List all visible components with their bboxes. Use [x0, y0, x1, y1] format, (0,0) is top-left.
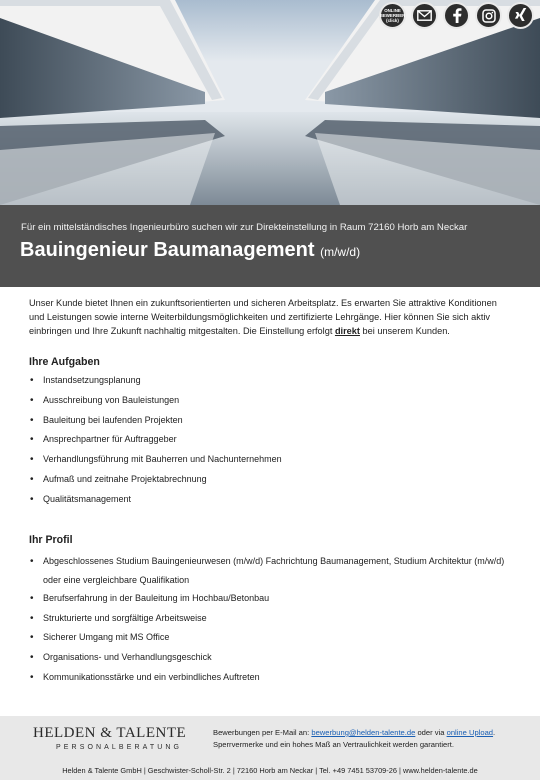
list-item: • Strukturierte und sorgfältige Arbeitsweise — [29, 612, 513, 625]
job-intro: Für ein mittelständisches Ingenieurbüro suchen wir zur Direkteinstellung in Raum 72160 Horb am Neckar — [21, 222, 468, 233]
tasks-list — [29, 374, 513, 506]
gender-suffix: (m/w/d) — [320, 245, 361, 259]
list-item: • Bauleitung bei laufenden Projekten — [29, 414, 513, 427]
apply-email-link[interactable]: bewerbung@helden-talente.de — [311, 728, 416, 737]
online-apply-icon[interactable]: ONLINE BEWERBEN (click) — [379, 2, 406, 29]
list-item: • Ausschreibung von Bauleistungen — [29, 394, 513, 407]
company-logo-subtitle: PERSONALBERATUNG — [56, 744, 183, 751]
list-item: • Kommunikationsstärke und ein verbindliches Auftreten — [29, 671, 513, 684]
tasks-heading: Ihre Aufgaben — [29, 356, 100, 368]
lead-paragraph: Unser Kunde bietet Ihnen ein zukunftsorientierten und sicheren Arbeitsplatz. Es erwarten Sie attraktive Konditionen und Leistungen sowie interne Weiterbildungsmöglichkeiten und zertifizierte Lehrgänge. Hier können Sie sich aktiv einbringen und Ihre Zukunft nachhaltig mitgestalten. Die Einstellung erfolgt direkt bei unserem Kunden. — [29, 298, 497, 336]
profile-list — [29, 552, 513, 684]
facebook-icon[interactable] — [443, 2, 470, 29]
list-item: • Aufmaß und zeitnahe Projektabrechnung — [29, 473, 513, 486]
list-item: • Verhandlungsführung mit Bauherren und Nachunternehmen — [29, 453, 513, 466]
social-icons — [379, 2, 534, 29]
application-info: Bewerbungen per E-Mail an: bewerbung@helden-talente.de oder via online Upload. Sperrvermerke und ein hohes Maß an Vertraulichkeit werden garantiert. — [213, 727, 533, 751]
list-item: • Abgeschlossenes Studium Bauingenieurwesen (m/w/d) Fachrichtung Baumanagement, Studium Architektur (m/w/d) oder eine vergleichbare Qualifikation — [29, 552, 513, 591]
direkt-link[interactable]: direkt — [334, 326, 360, 336]
list-item: • Ansprechpartner für Auftraggeber — [29, 433, 513, 446]
architecture-photo — [0, 0, 540, 205]
instagram-icon[interactable] — [475, 2, 502, 29]
xing-icon[interactable] — [507, 2, 534, 29]
footer — [0, 716, 540, 780]
job-content — [29, 296, 513, 691]
imprint: Helden & Talente GmbH | Geschwister-Scholl-Str. 2 | 72160 Horb am Neckar | Tel. +49 7451 53709-26 | www.helden-talente.de — [62, 766, 478, 775]
company-logo: HELDEN & TALENTE — [33, 725, 187, 741]
list-item: • Sicherer Umgang mit MS Office — [29, 631, 513, 644]
hero-image — [0, 0, 540, 205]
list-item: • Organisations- und Verhandlungsgeschick — [29, 651, 513, 664]
list-item: • Instandsetzungsplanung — [29, 374, 513, 387]
title-band — [0, 205, 540, 287]
online-upload-link[interactable]: online Upload — [446, 728, 494, 737]
profile-heading: Ihr Profil — [29, 533, 73, 546]
list-item: • Berufserfahrung in der Bauleitung im Hochbau/Betonbau — [29, 592, 513, 605]
confidentiality-note: Sperrvermerke und ein hohes Maß an Vertraulichkeit werden garantiert. — [213, 740, 455, 749]
mail-icon[interactable] — [411, 2, 438, 29]
list-item: • Qualitätsmanagement — [29, 493, 513, 506]
job-title: Bauingenieur Baumanagement (m/w/d) — [20, 239, 361, 261]
